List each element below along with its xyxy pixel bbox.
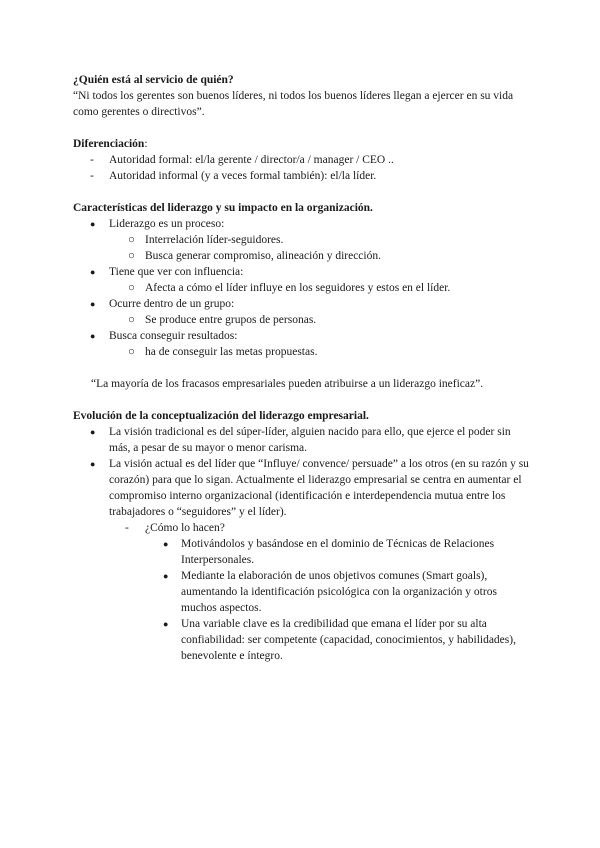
sub-list-item bbox=[73, 280, 533, 296]
list-item-text: Busca conseguir resultados: bbox=[109, 330, 238, 342]
bullet-marker: ● bbox=[90, 459, 96, 469]
quote-liderazgo-ineficaz: “La mayoría de los fracasos empresariales pueden atribuirse a un liderazgo ineficaz”. bbox=[91, 378, 484, 390]
sub-list-item bbox=[73, 520, 533, 536]
list-item bbox=[73, 264, 533, 280]
circle-marker: ○ bbox=[128, 250, 135, 262]
dash-marker: - bbox=[90, 170, 94, 182]
section-heading-evolucion: Evolución de la conceptualización del liderazgo empresarial. bbox=[73, 410, 369, 422]
list-item bbox=[73, 216, 533, 232]
list-item-text: Motivándolos y basándose en el dominio de Técnicas de Relaciones Interpersonales. bbox=[181, 538, 495, 566]
circle-marker: ○ bbox=[128, 314, 135, 326]
list-item bbox=[73, 152, 533, 168]
list-item-text: Autoridad formal: el/la gerente / director/a / manager / CEO .. bbox=[109, 154, 394, 166]
list-item-text: Tiene que ver con influencia: bbox=[109, 266, 244, 278]
list-item bbox=[73, 168, 533, 184]
nested-list-item bbox=[73, 536, 533, 568]
list-item-text: Mediante la elaboración de unos objetivos comunes (Smart goals), aumentando la identificación psicológica con la organización y otros muchos aspectos. bbox=[181, 570, 497, 614]
list-item-text: Busca generar compromiso, alineación y dirección. bbox=[145, 250, 381, 262]
bullet-marker: ● bbox=[90, 299, 96, 309]
list-item bbox=[73, 456, 533, 520]
list-item-text: Se produce entre grupos de personas. bbox=[145, 314, 317, 326]
heading-colon: : bbox=[144, 138, 148, 150]
list-item-text: ha de conseguir las metas propuestas. bbox=[145, 346, 318, 358]
bullet-marker: ● bbox=[90, 267, 96, 277]
list-item-text: Interrelación líder-seguidores. bbox=[145, 234, 284, 246]
document-body bbox=[73, 72, 533, 664]
sub-list-item bbox=[73, 248, 533, 264]
sub-list-item bbox=[73, 312, 533, 328]
circle-marker: ○ bbox=[128, 234, 135, 246]
bullet-marker: ● bbox=[90, 219, 96, 229]
list-item-text: Liderazgo es un proceso: bbox=[109, 218, 225, 230]
list-item-text: Una variable clave es la credibilidad que emana el líder por su alta confiabilidad: ser competente (capacidad, conocimientos, y habilidades), benevolente e íntegro. bbox=[181, 618, 516, 662]
list-item-text: Autoridad informal (y a veces formal también): el/la líder. bbox=[109, 170, 377, 182]
list-item bbox=[73, 424, 533, 456]
list-item-text: La visión tradicional es del súper-líder, alguien nacido para ello, que ejerce el poder sin más, a pesar de su mayor o menor carisma. bbox=[109, 426, 511, 454]
list-item bbox=[73, 296, 533, 312]
diferenciacion-line bbox=[73, 136, 533, 152]
section-heading-servicio: ¿Quién está al servicio de quién? bbox=[73, 74, 234, 86]
nested-list-item bbox=[73, 616, 533, 664]
bullet-marker: ● bbox=[163, 571, 169, 581]
list-item-text: Ocurre dentro de un grupo: bbox=[109, 298, 235, 310]
sub-list-item bbox=[73, 232, 533, 248]
section-heading-diferenciacion: Diferenciación bbox=[73, 138, 145, 150]
list-item bbox=[73, 328, 533, 344]
bullet-marker: ● bbox=[163, 539, 169, 549]
list-item-text: Afecta a cómo el líder influye en los seguidores y estos en el líder. bbox=[145, 282, 451, 294]
bullet-marker: ● bbox=[90, 427, 96, 437]
section-heading-caracteristicas: Características del liderazgo y su impacto en la organización. bbox=[73, 202, 373, 214]
bullet-marker: ● bbox=[90, 331, 96, 341]
dash-marker: - bbox=[90, 154, 94, 166]
circle-marker: ○ bbox=[128, 282, 135, 294]
bullet-marker: ● bbox=[163, 619, 169, 629]
list-item-text: ¿Cómo lo hacen? bbox=[145, 522, 225, 534]
dash-marker: - bbox=[125, 522, 129, 534]
intro-quote: “Ni todos los gerentes son buenos líderes, ni todos los buenos líderes llegan a ejercer en su vida como gerentes o directivos”. bbox=[73, 90, 514, 118]
nested-list-item bbox=[73, 568, 533, 616]
list-item-text: La visión actual es del líder que “Influye/ convence/ persuade” a los otros (en su razón y su corazón) para que lo sigan. Actualmente el liderazgo empresarial se centra en aumentar el compromiso interno organizacional (identificación e interdependencia mutua entre los trabajadores o “seguidores” y el líder). bbox=[109, 458, 529, 518]
sub-list-item bbox=[73, 344, 533, 360]
circle-marker: ○ bbox=[128, 346, 135, 358]
